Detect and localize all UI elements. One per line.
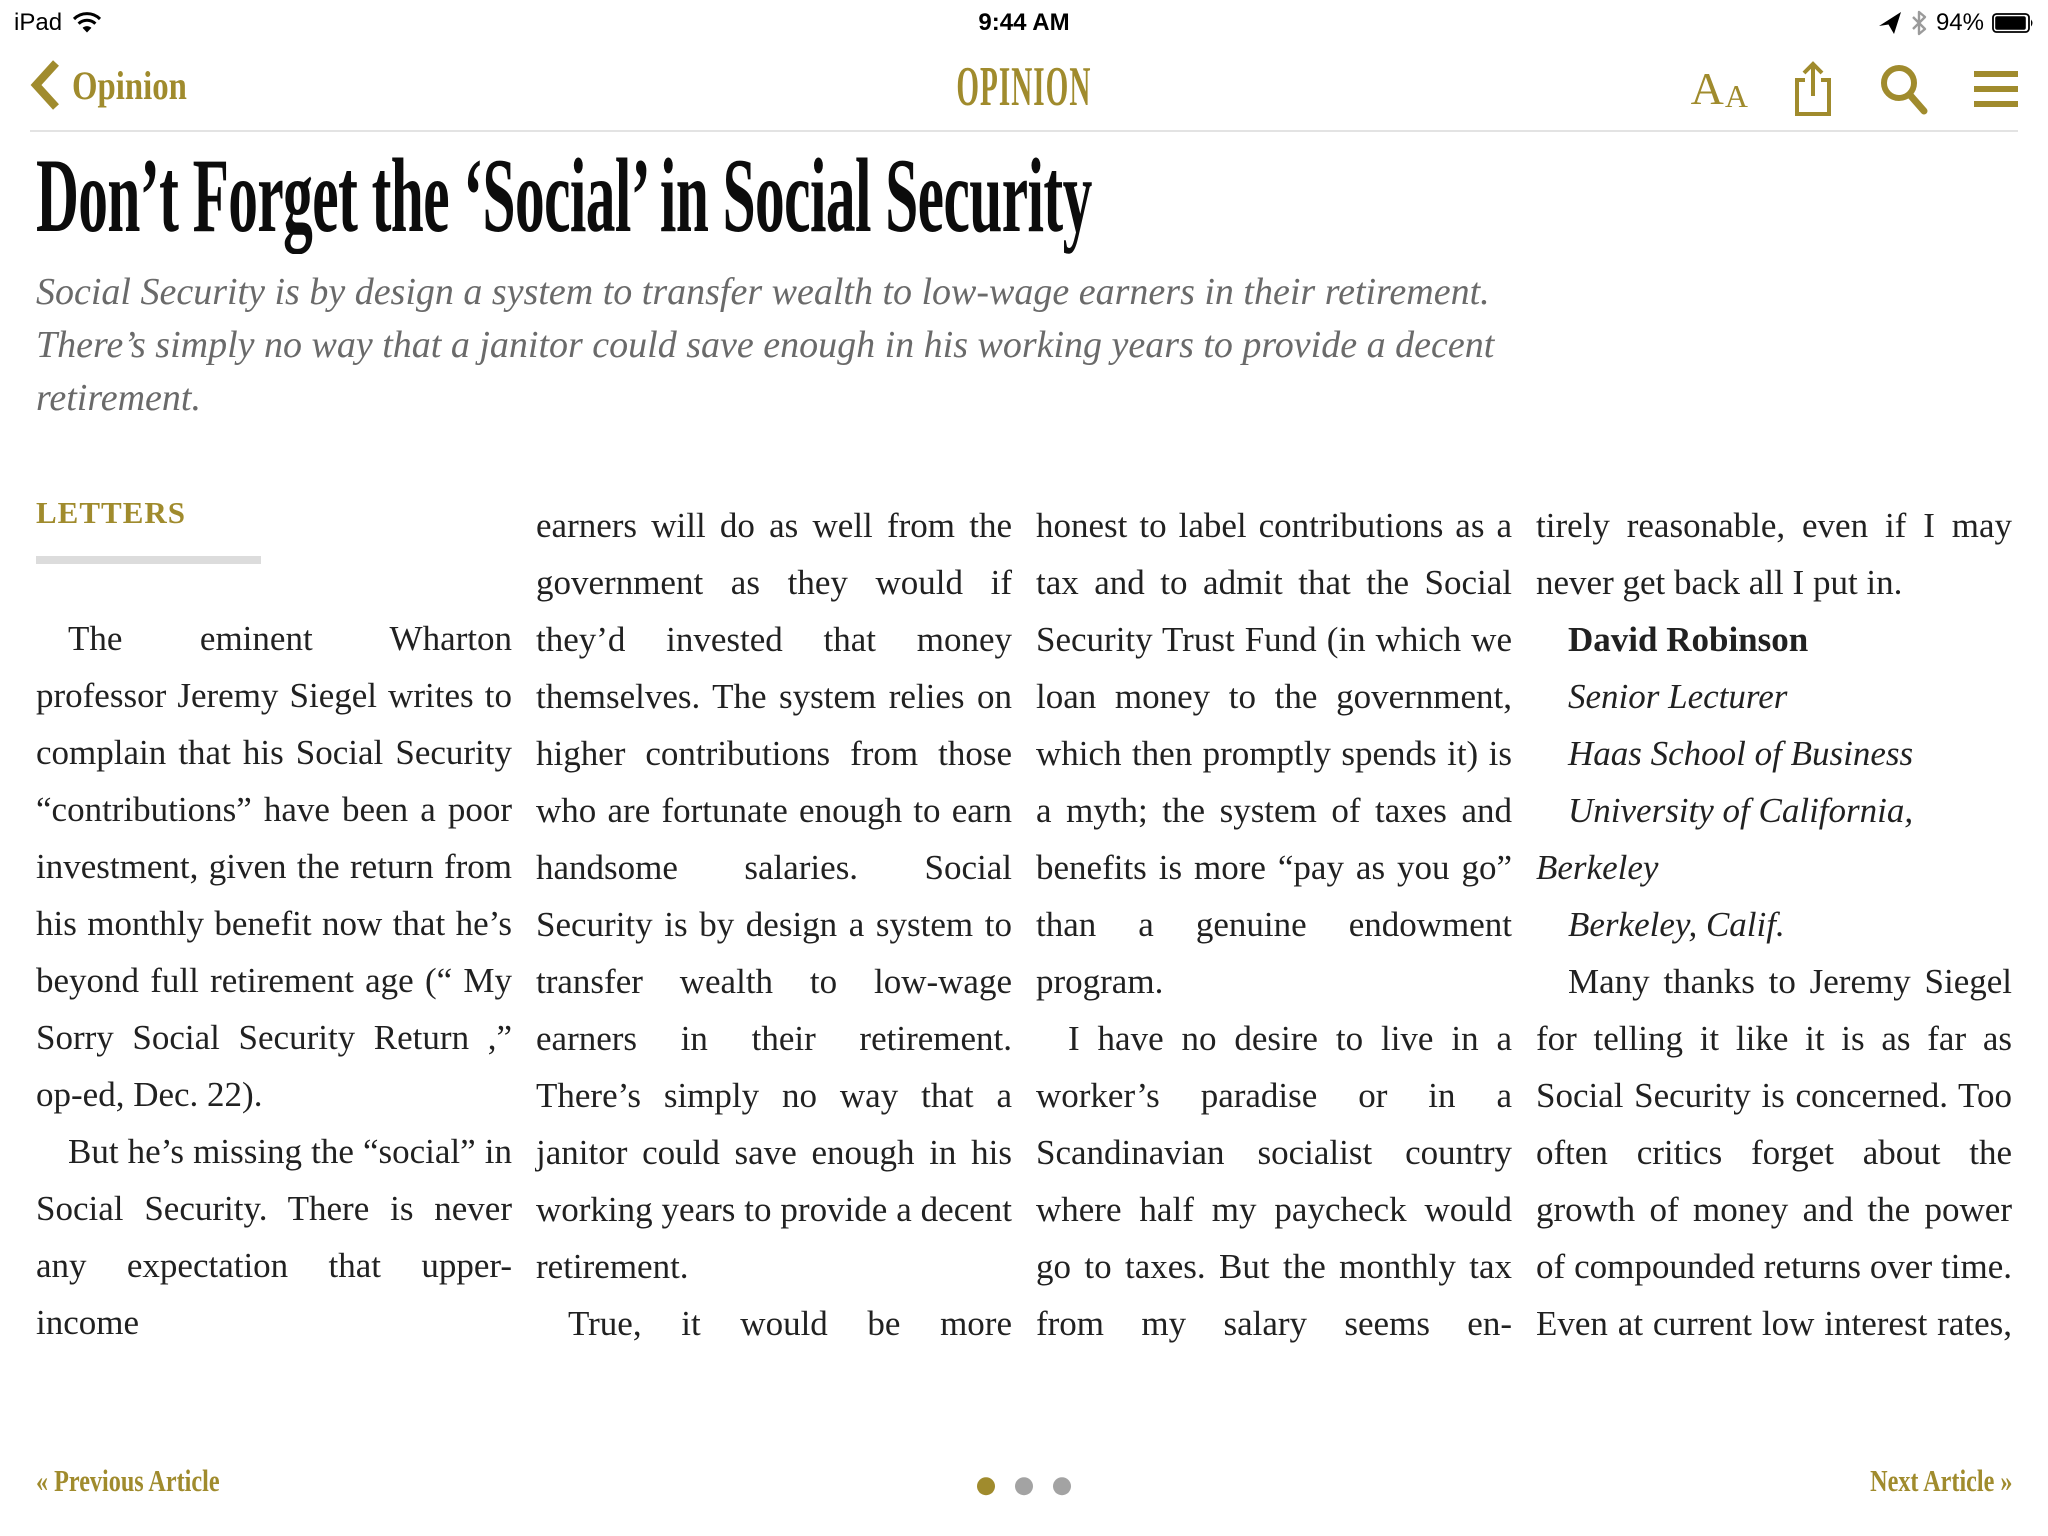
menu-button[interactable] (1972, 68, 2020, 110)
article-column-3 (1036, 497, 1512, 1352)
article-body (0, 132, 2048, 1440)
text-size-button[interactable] (1690, 63, 1748, 114)
status-bar (0, 0, 2048, 44)
article-column-1 (36, 497, 512, 1352)
next-article-button[interactable]: Next Article » (1869, 1463, 2012, 1498)
signature-detail: Haas School of Business (1568, 734, 1914, 774)
page-indicator (977, 1477, 1071, 1495)
carrier-label: iPad (14, 9, 63, 36)
location-arrow-icon (1878, 11, 1902, 35)
text-size-label-small: A (1724, 78, 1748, 114)
article-toolbar (0, 44, 2048, 130)
article-paragraph: Many thanks to Jeremy Siegel for telling it like it is as far as Social Security is concerned. Too often critics forget about the growth of money and the power of compounded returns over time. Even at current low interest rates, (1536, 962, 2012, 1344)
page-dot-1[interactable] (977, 1477, 995, 1495)
article-paragraph: tirely reasonable, even if I may never get back all I put in. (1536, 506, 2012, 603)
battery-percent-label: 94% (1935, 9, 1984, 36)
battery-icon (1992, 13, 2034, 33)
signature-name: David Robinson (1568, 620, 1809, 660)
article-column-2 (536, 497, 1012, 1352)
clock: 9:44 AM (978, 9, 1070, 36)
search-icon (1878, 62, 1930, 116)
section-kicker: LETTERS (36, 495, 187, 531)
article-pager (0, 1440, 2048, 1536)
back-button-label: Opinion (72, 62, 187, 108)
back-button[interactable] (30, 58, 212, 112)
signature-detail: Senior Lecturer (1568, 677, 1788, 717)
article-paragraph: I have no desire to live in a worker’s paradise or in a Scandinavian socialist country where half my paycheck would go to taxes. But the monthly tax from my salary seems en- (1036, 1019, 1512, 1344)
article-paragraph: honest to label contributions as a tax and to admit that the Social Security Trust Fund (in which we loan money to the government, which then promptly spends it) is a myth; the system of taxes and benefits is more “pay as you go” than a genuine endowment program. (1036, 506, 1512, 1002)
bluetooth-icon (1910, 10, 1928, 36)
wifi-icon (72, 12, 102, 34)
page-dot-2[interactable] (1015, 1477, 1033, 1495)
article-paragraph: True, it would be more (568, 1304, 1012, 1344)
article-columns (36, 497, 2012, 1352)
article-column-4 (1536, 497, 2012, 1352)
article-paragraph: The eminent Wharton professor Jeremy Siegel writes to complain that his Social Security “contributions” have been a poor investment, given the return from his monthly benefit now that he’s beyond full retirement age (“ My Sorry Social Security Return ,” op-ed, Dec. 22). (36, 619, 512, 1115)
section-masthead: OPINION (956, 56, 1092, 118)
previous-article-button[interactable]: « Previous Article (36, 1463, 220, 1498)
hamburger-menu-icon (1972, 68, 2020, 110)
back-chevron-icon (30, 58, 60, 112)
page-dot-3[interactable] (1053, 1477, 1071, 1495)
signature-detail: Berkeley, Calif. (1568, 905, 1785, 945)
signature-detail: University of California, Berkeley (1536, 791, 1914, 888)
toolbar-actions (1691, 60, 2020, 118)
search-button[interactable] (1878, 62, 1930, 116)
share-icon (1790, 60, 1836, 118)
article-paragraph: earners will do as well from the government as they would if they’d invested that money themselves. The system relies on higher contributions from those who are fortunate enough to earn handsome salaries. Social Security is by design a system to transfer wealth to low-wage earners in their retirement. There’s simply no way that a janitor could save enough in his working years to provide a decent retirement. (536, 506, 1012, 1287)
text-size-label-big: A (1690, 63, 1724, 114)
article-headline: Don’t Forget the ‘Social’ in Social Security (36, 137, 1092, 254)
article-deck: Social Security is by design a system to transfer wealth to low-wage earners in their retirement. There’s simply no way that a janitor could save enough in his working years to provide a decent retirement. (36, 271, 1495, 420)
share-button[interactable] (1790, 60, 1836, 118)
kicker-rule (36, 556, 261, 564)
article-paragraph: But he’s missing the “social” in Social Security. There is never any expectation that upper-income (36, 1132, 512, 1343)
